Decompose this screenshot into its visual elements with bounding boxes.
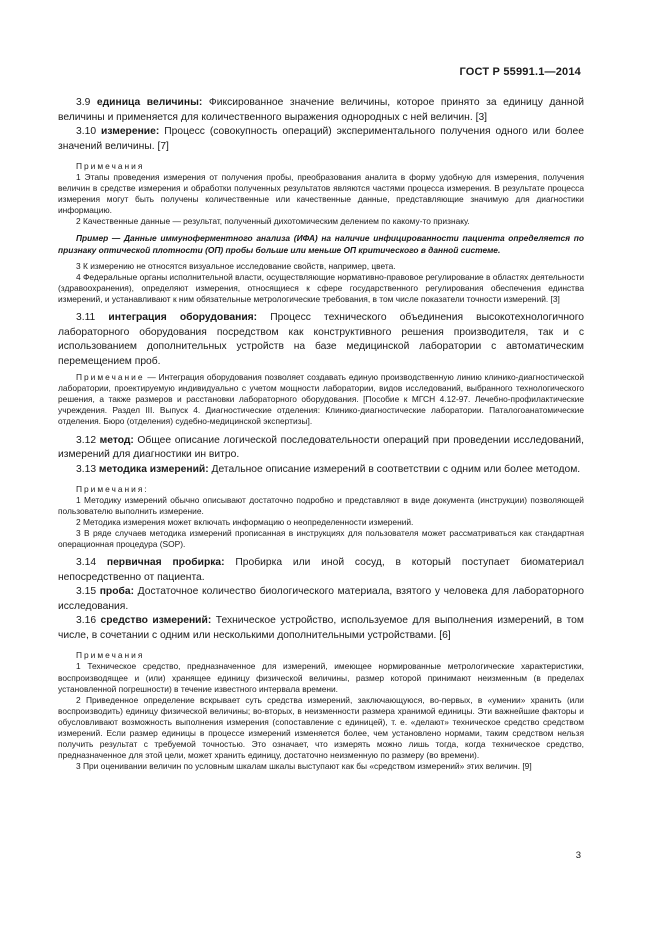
term-text: Детальное описание измерений в соответствии с одним или более методом. <box>208 463 581 475</box>
page-number: 3 <box>575 850 581 861</box>
term-definition <box>58 614 584 643</box>
term-name: метод: <box>99 434 134 446</box>
term-text: Техническое устройство, используемое для выполнения измерений, в том числе, в сочетании с одним или несколькими дополнительными устройствами. [6] <box>58 615 584 641</box>
term-definition <box>58 585 584 614</box>
note-item: 3 К измерению не относятся визуальное исследование свойств, например, цвета. <box>76 260 396 271</box>
term-name: методика измерений: <box>98 463 209 475</box>
term-number: 3.12 <box>76 434 97 446</box>
note-item: 4 Федеральные органы исполнительной власти, осуществляющие нормативно-правовое регулирование в областях деятельности (здравоохранения), определяют измерения, относящиеся к сфере государственного регулирования обеспечения единства измерений, и устанавливают к ним обязательные метрологические требования, в том числе показатели точности измерений. [3] <box>58 271 584 304</box>
document-body <box>58 96 584 772</box>
notes-heading: Примечания: <box>76 484 149 494</box>
note-item: 3 При оценивании величин по условным шкалам шкалы выступают как бы «средством измерений» этих величин. [9] <box>76 761 532 772</box>
term-name: средство измерений: <box>100 615 212 627</box>
note-paragraph <box>58 372 584 427</box>
term-number: 3.13 <box>76 463 97 475</box>
notes-heading: Примечания <box>76 161 145 171</box>
note-label: Примечание <box>76 372 145 383</box>
note-text: — Интеграция оборудования позволяет создавать единую производственную линию клинико-диагностической лаборатории, проектируемую индивидуально с учетом мощности лаборатории, видов исследований, выбранного технологического решения, а также размеров и расстановки лабораторного оборудования. [Пособие к МГСН 4.12-97. Лечебно-профилактические учреждения. Раздел III. Выпуск 4. Диагностические отделения: Клинико-диагностические лаборатории. Паталогоанатомические отделения. Бюро (отделения) судебно-медицинской экспертизы]. <box>58 372 584 427</box>
term-number: 3.10 <box>76 126 97 137</box>
note-item: 2 Методика измерения может включать информацию о неопределенности измерений. <box>76 517 414 528</box>
term-number: 3.14 <box>76 557 97 569</box>
term-number: 3.11 <box>76 312 96 324</box>
note-item: 2 Приведенное определение вскрывает суть средства измерений, заключающуюся, во-первых, в «умении» хранить (или воспроизводить) единицу физической величины; во-вторых, в неизменности размера хранимой единицы. Эти важнейшие факторы и обусловливают возможность выполнения измерения (сопоставление с единицей), т. е. «делают» техническое средство средством измерений. Если размер единицы в процессе измерений изменяется более, чем установлено нормами, таким средством нельзя получить результат с требуемой точностью. Это означает, что измерять можно лишь тогда, когда техническое средство, предназначенное для этой цели, может хранить единицу, достаточно неизменную по размеру (во времени). <box>58 694 584 761</box>
term-name: интеграция оборудования: <box>108 312 258 324</box>
note-item: 1 Методику измерений обычно описывают достаточно подробно и представляют в виде документа (инструкции) позволяющей пользователю выполнить измерение. <box>58 495 584 517</box>
example-paragraph: Пример — Данные иммуноферментного анализа (ИФА) на наличие инфицированности пациента определяется по признаку оптической плотности (ОП) пробы больше или меньше ОП критического в данной системе. <box>58 233 584 255</box>
note-item: 1 Техническое средство, предназначенное для измерений, имеющее нормированные метрологические характеристики, воспроизводящее и (или) хранящее единицу физической величины, размер которой принимают неизменным (в пределах установленной погрешности) в течение известного интервала времени. <box>58 661 584 694</box>
term-definition <box>58 463 584 478</box>
term-name: измерение: <box>101 126 160 137</box>
term-definition <box>58 96 584 125</box>
term-text: Достаточное количество биологического материала, взятого у человека для лабораторного исследования. <box>58 586 584 612</box>
term-number: 3.15 <box>76 586 97 598</box>
term-number: 3.16 <box>76 615 97 627</box>
term-definition <box>58 434 584 463</box>
term-text: Пробирка или иной сосуд, в который поступает биоматериал непосредственно от пациента. <box>58 557 584 583</box>
term-definition <box>58 311 584 369</box>
term-name: единица величины: <box>96 97 203 108</box>
term-text: Процесс технического объединения высокотехнологичного лабораторного оборудования посредством как конструктивного решения производителя, так и с использованием дополнительных устройств на базе медицинской лаборатории с автоматическим перемещением проб. <box>58 312 584 367</box>
term-name: проба: <box>99 586 135 598</box>
note-item: 2 Качественные данные — результат, полученный дихотомическим делением по какому-то признаку. <box>76 216 470 227</box>
notes-heading: Примечания <box>76 650 145 661</box>
document-header: ГОСТ Р 55991.1—2014 <box>459 66 581 78</box>
note-item: 1 Этапы проведения измерения от получения пробы, преобразования аналита в форму удобную для измерения, получения величин в средстве измерения и обработки полученных результатов являются частями процесса измерения. В результате процесса измерения могут быть получены количественные или качественные данные, представляющие значимую для диагностики информацию. <box>58 172 584 216</box>
term-text: Фиксированное значение величины, которое принято за единицу данной величины и применяется для количественного выражения однородных с ней величин. [3] <box>58 97 584 123</box>
term-number: 3.9 <box>76 97 91 108</box>
note-item: 3 В ряде случаев методика измерений прописанная в инструкциях для пользователя может рассматриваться как стандартная операционная процедура (SOP). <box>58 528 584 550</box>
term-definition <box>58 125 584 154</box>
term-definition <box>58 556 584 585</box>
term-name: первичная пробирка: <box>106 557 225 569</box>
term-text: Общее описание логической последовательности операций при проведении исследований, измерений для диагностики ин витро. <box>58 434 584 460</box>
term-text: Процесс (совокупность операций) экспериментального получения одного или более значений величины. [7] <box>58 126 584 152</box>
